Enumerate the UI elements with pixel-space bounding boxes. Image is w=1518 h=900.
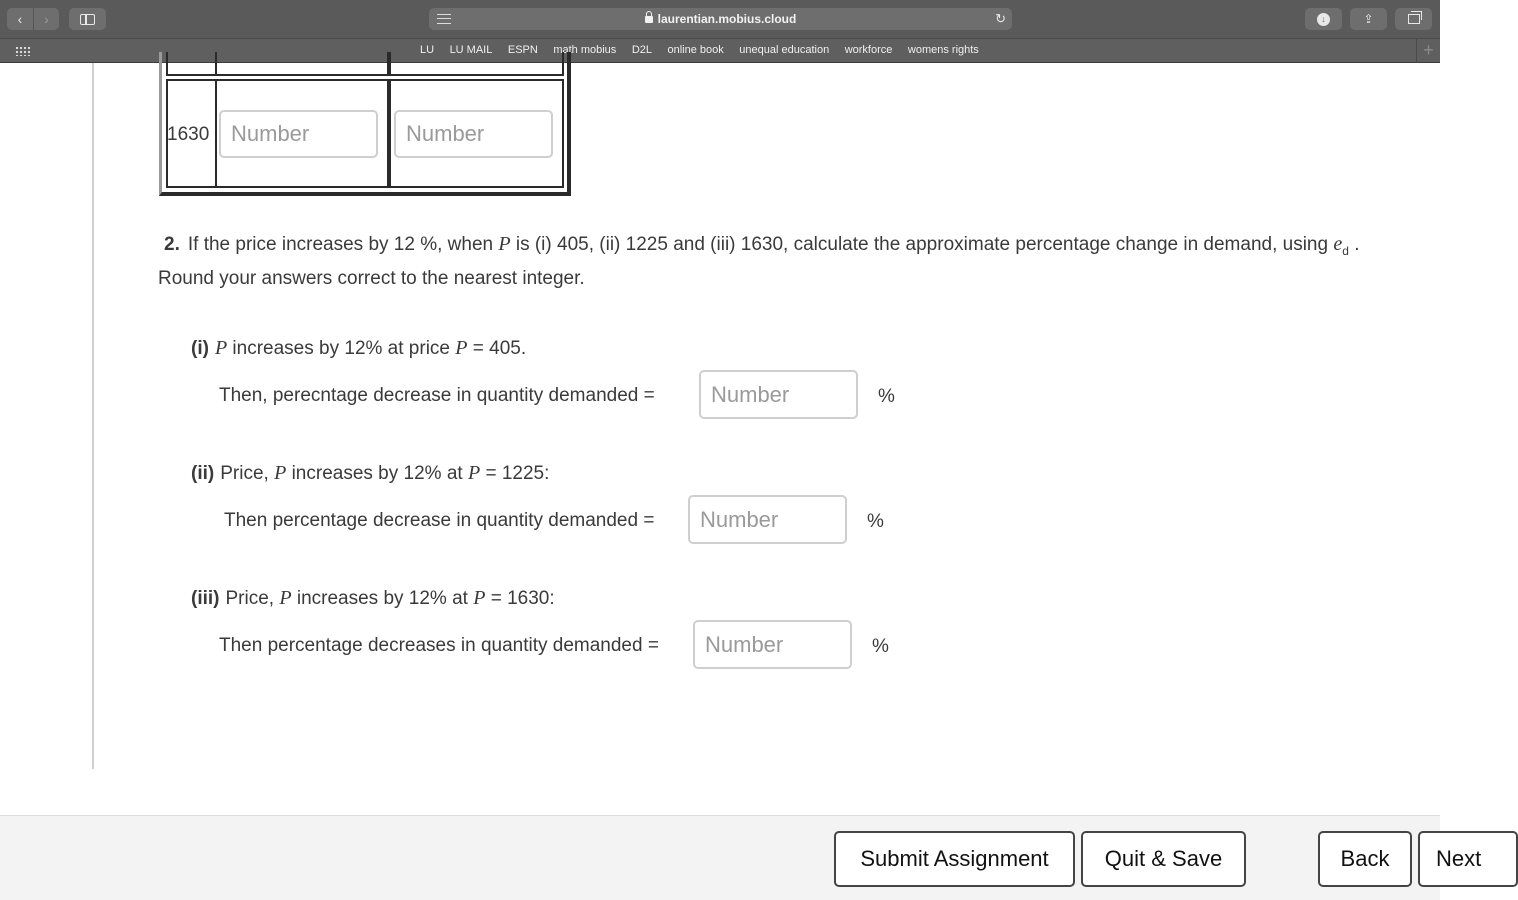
question-instruction: Round your answers correct to the nearest integer. [158,268,585,289]
part-iii-answer-label: Then percentage decreases in quantity demanded = [219,635,659,656]
bookmark-item[interactable]: D2L [631,44,652,56]
back-button[interactable]: Back [1318,831,1412,887]
question-number: 2. [164,234,180,255]
quit-save-button[interactable]: Quit & Save [1081,831,1246,887]
bookmark-item[interactable]: ESPN [507,44,538,56]
variable-p: P [279,587,292,609]
bookmark-item[interactable]: online book [667,44,724,56]
part-iii-answer-input[interactable] [693,620,852,669]
browser-toolbar [0,0,1440,38]
variable-p: P [274,462,287,484]
table-cell [166,52,217,76]
next-button[interactable]: Next [1418,831,1518,887]
tabs-button[interactable] [1395,8,1432,30]
part-ii-answer-input[interactable] [688,495,847,544]
bookmark-item[interactable]: LU [420,44,435,56]
percent-unit: % [872,636,889,657]
part-text: increases by 12% at [286,463,468,484]
plus-icon[interactable]: + [1416,39,1440,63]
question-text: is (i) 405, (ii) 1225 and (iii) 1630, calculate the approximate percentage change in demand, using [510,234,1334,255]
variable-p: P [473,587,486,609]
part-ii-answer-label: Then percentage decrease in quantity demanded = [224,510,655,531]
download-icon: ↓ [1317,13,1330,26]
share-button[interactable] [1350,8,1387,30]
bookmark-item[interactable]: womens rights [907,44,979,56]
bookmark-item[interactable]: LU MAIL [449,44,493,56]
download-button[interactable] [1305,8,1342,30]
lock-icon [645,16,653,23]
part-ii-heading [191,462,549,485]
back-chevron-left-icon[interactable]: ‹ [17,11,23,27]
grid-icon[interactable] [15,46,31,56]
sidebar-toggle-button[interactable] [69,8,106,30]
part-text: Price, [220,463,275,484]
url-display [429,12,1012,26]
content-divider [92,63,94,769]
table-number-input[interactable] [219,110,378,158]
percent-unit: % [867,511,884,532]
part-i-heading [191,337,526,360]
table-number-input[interactable] [394,110,553,158]
url-text: laurentian.mobius.cloud [657,12,797,26]
table-row-label: 1630 [167,124,210,145]
submit-assignment-button[interactable]: Submit Assignment [834,831,1075,887]
part-i-answer-label: Then, perecntage decrease in quantity demanded = [219,385,655,406]
reload-icon[interactable]: ↻ [995,11,1006,26]
nav-buttons [7,8,59,30]
tabs-icon [1408,14,1420,24]
part-label: (i) [191,338,209,359]
table-cell [389,52,564,76]
part-iii-heading [191,587,555,610]
address-bar[interactable] [429,8,1012,30]
part-text: increases by 12% at [291,588,474,609]
share-icon: ⇪ [1363,12,1374,26]
part-i-answer-input[interactable] [699,370,858,419]
sidebar-icon [80,14,95,25]
percent-unit: % [878,386,895,407]
bookmark-item[interactable]: workforce [844,44,893,56]
part-text: Price, [225,588,280,609]
subscript-d: d [1342,243,1349,258]
assignment-footer [0,815,1482,900]
forward-chevron-right-icon[interactable]: › [33,8,59,30]
part-text: = 1630: [485,588,555,609]
part-text: = 1225: [480,463,550,484]
bookmark-item[interactable]: math mobius [553,44,617,56]
variable-p: P [214,337,228,359]
variable-p: P [455,337,468,359]
variable-e: e [1333,233,1343,255]
part-text: = 405. [467,338,527,359]
variable-p: P [467,462,481,484]
question-2-text [164,233,1359,258]
variable-p: P [498,233,511,255]
part-label: (iii) [191,588,220,609]
part-text: increases by 12% at price [227,338,456,359]
bookmark-item[interactable]: unequal education [739,44,830,56]
table-cell [215,52,389,76]
part-label: (ii) [191,463,215,484]
question-text: . [1348,234,1360,255]
question-text: If the price increases by 12 %, when [187,234,499,255]
